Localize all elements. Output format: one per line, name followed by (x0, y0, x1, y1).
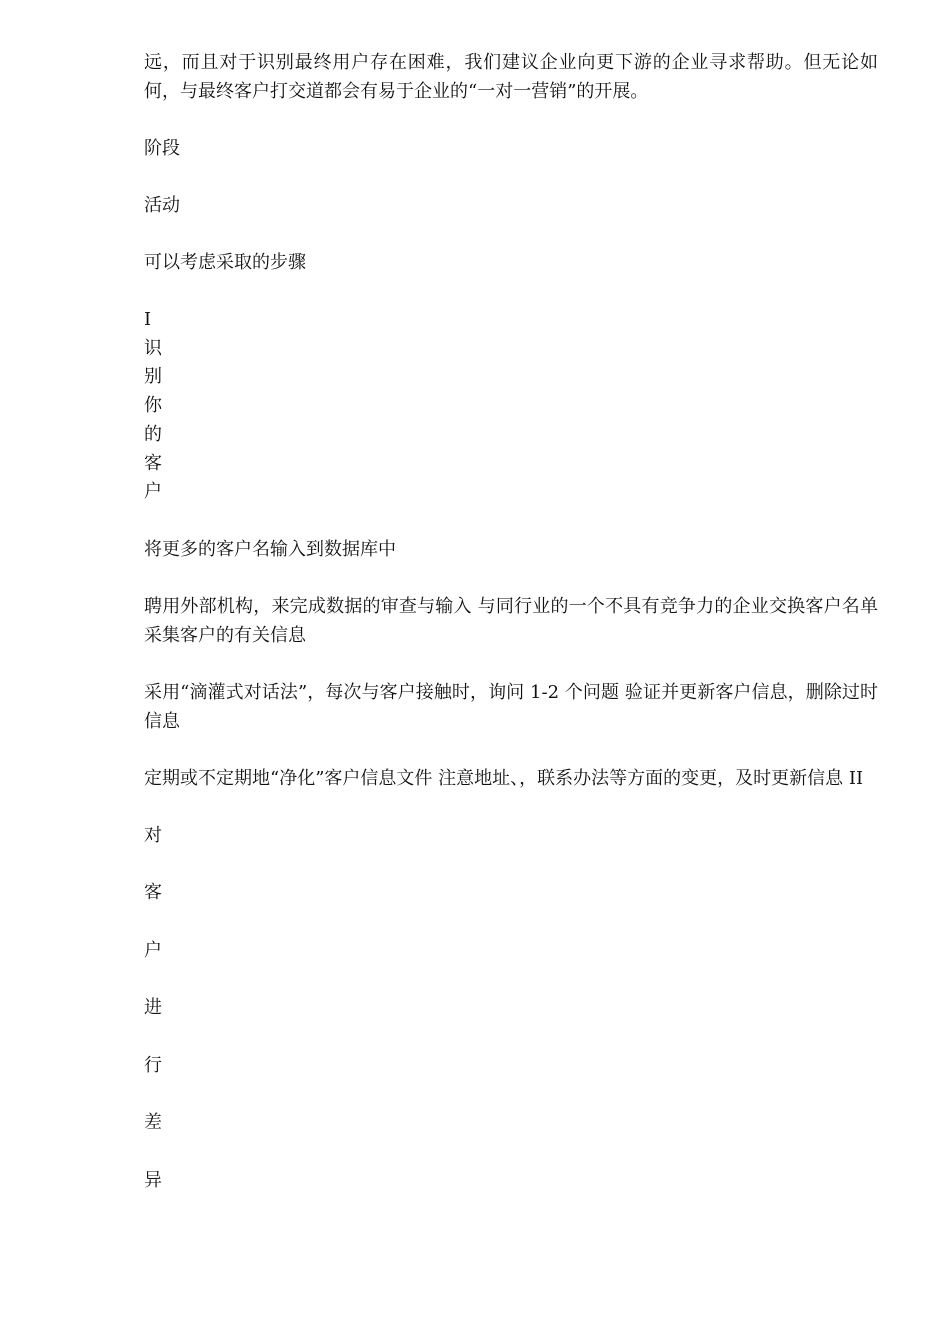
stage-2-char: 户 (144, 939, 162, 961)
stage-1-vertical-label (144, 306, 878, 507)
stage-1-char: 户 (144, 481, 162, 503)
document-page (144, 48, 878, 1223)
steps-paragraph-1: 聘用外部机构，来完成数据的审查与输入 与同行业的一个不具有竞争力的企业交换客户名单 采集客户的有关信息 (144, 595, 878, 646)
table-header-stage: 阶段 (144, 138, 180, 159)
steps-paragraph-3: 定期或不定期地“净化”客户信息文件 注意地址、，联系办法等方面的变更，及时更新信息 II (144, 767, 864, 789)
stage-2-char: 差 (144, 1112, 162, 1134)
stage-2-char: 对 (144, 824, 162, 846)
stage-1-char: 别 (144, 366, 162, 388)
stage-2-char: 行 (144, 1054, 162, 1076)
stage-1-char: I (144, 309, 152, 330)
steps-paragraph-2: 采用“滴灌式对话法”，每次与客户接触时，询问 1-2 个问题 验证并更新客户信息，删除过时信息 (144, 681, 878, 732)
stage-1-char: 的 (144, 423, 162, 445)
stage-2-char: 异 (144, 1169, 162, 1191)
stage-1-char: 识 (144, 337, 162, 359)
table-header-activity: 活动 (144, 195, 180, 216)
paragraph-intro: 远，而且对于识别最终用户存在困难，我们建议企业向更下游的企业寻求帮助。但无论如何，与最终客户打交道都会有易于企业的“一对一营销”的开展。 (144, 52, 878, 102)
stage-2-vertical-label (144, 821, 878, 1195)
stage-1-char: 你 (144, 395, 162, 417)
stage-2-char: 客 (144, 882, 162, 904)
stage-2-char: 进 (144, 997, 162, 1019)
stage-1-char: 客 (144, 452, 162, 474)
activity-paragraph: 将更多的客户名输入到数据库中 (144, 538, 396, 560)
table-header-steps: 可以考虑采取的步骤 (144, 252, 306, 273)
